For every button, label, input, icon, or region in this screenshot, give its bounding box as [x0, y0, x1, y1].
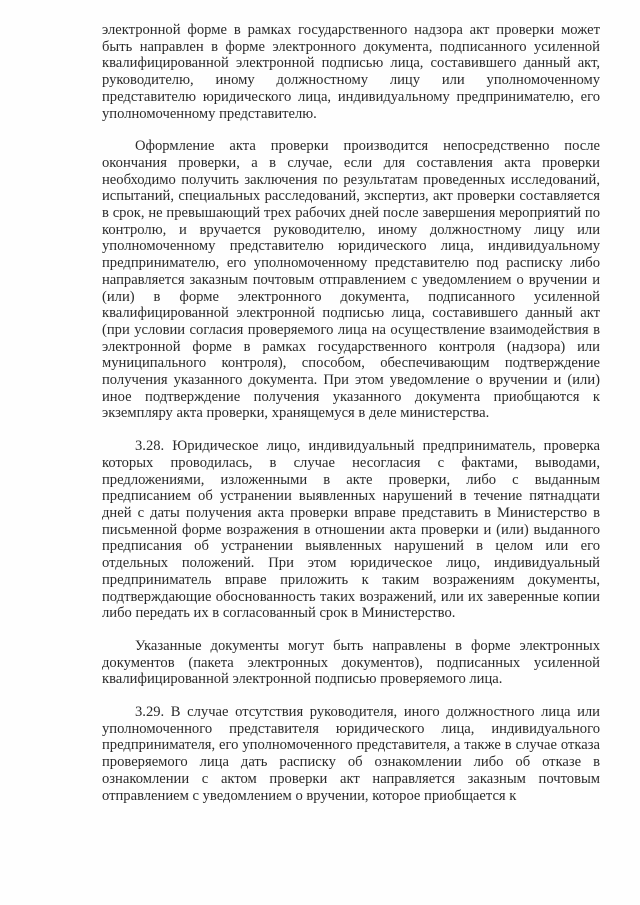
paragraph-ukazannye-dokumenty: Указанные документы могут быть направлены в форме электронных документов (пакета электронных документов), подписанных усиленной квалифицированной электронной подписью проверяемого лица.: [102, 637, 600, 688]
paragraph-oformlenie-akta: Оформление акта проверки производится непосредственно после окончания проверки, а в случае, если для составления акта проверки необходимо получить заключения по результатам проведенных исследований, испытаний, специальных расследований, экспертиз, акт проверки составляется в срок, не превышающий трех рабочих дней после завершения мероприятий по контролю, и вручается руководителю, иному должностному лицу или уполномоченному представителю юридического лица, индивидуальному предпринимателю, его уполномоченному представителю под расписку либо направляется заказным почтовым отправлением с уведомлением о вручении и (или) в форме электронного документа, подписанного усиленной квалифицированной электронной подписью лица, составившего данный акт (при условии согласия проверяемого лица на осуществление взаимодействия в электронной форме в рамках государственного контроля (надзора) или муниципального контроля), способом, обеспечивающим подтверждение получения указанного документа. При этом уведомление о вручении и (или) иное подтверждение получения указанного документа приобщаются к экземпляру акта проверки, хранящемуся в деле министерства.: [102, 138, 600, 422]
paragraph-3-28: 3.28. Юридическое лицо, индивидуальный предприниматель, проверка которых проводилась, в случае несогласия с фактами, выводами, предложениями, изложенными в акте проверки, либо с выданным предписанием об устранении выявленных нарушений в течение пятнадцати дней с даты получения акта проверки вправе представить в Министерство в письменной форме возражения в отношении акта проверки и (или) выданного предписания об устранении выявленных нарушений в целом или его отдельных положений. При этом юридическое лицо, индивидуальный предприниматель вправе приложить к таким возражениям документы, подтверждающие обоснованность таких возражений, или их заверенные копии либо передать их в согласованный срок в Министерство.: [102, 438, 600, 622]
paragraph-3-29: 3.29. В случае отсутствия руководителя, иного должностного лица или уполномоченного представителя юридического лица, индивидуального предпринимателя, его уполномоченного представителя, а также в случае отказа проверяемого лица дать расписку об ознакомлении либо об отказе в ознакомлении с актом проверки акт направляется заказным почтовым отправлением с уведомлением о вручении, которое приобщается к: [102, 704, 600, 804]
document-body: [102, 22, 600, 804]
paragraph-continuation: электронной форме в рамках государственного надзора акт проверки может быть направлен в форме электронного документа, подписанного усиленной квалифицированной электронной подписью лица, составившего данный акт, руководителю, иному должностному лицу или уполномоченному представителю юридического лица, индивидуальному предпринимателю, его уполномоченному представителю.: [102, 22, 600, 122]
